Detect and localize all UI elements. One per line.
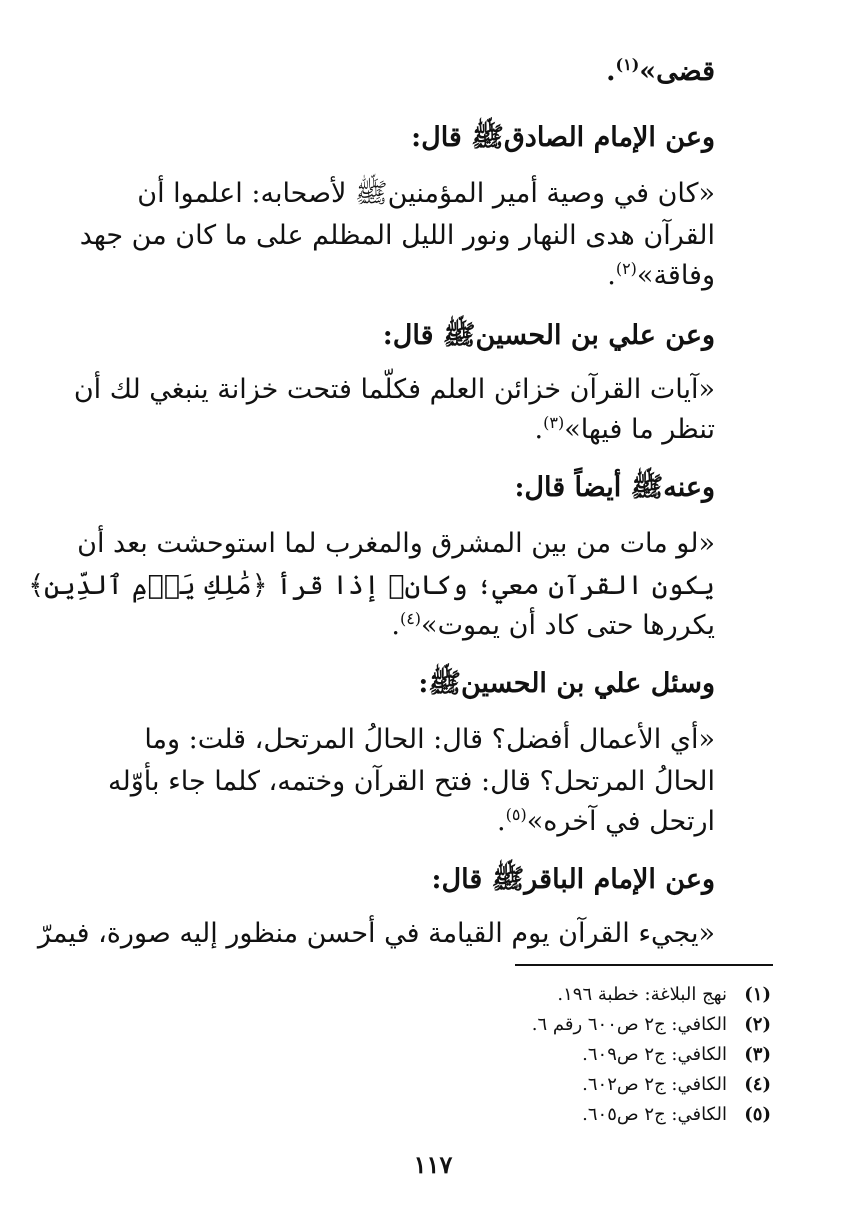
narration-heading-1: وعن الإمام الصادقﷺ قال:: [411, 122, 715, 153]
quote-1-line-3-text: وفاقة»: [636, 260, 715, 291]
quote-1-line-1: «كان في وصية أمير المؤمنينﷺ لأصحابه: اعلموا أن: [137, 178, 715, 209]
footnote-separator: [515, 964, 773, 966]
footnote-ref-5: (٥): [505, 805, 527, 824]
quote-3-line-3: [391, 606, 715, 646]
quote-1-line-3: [607, 256, 715, 296]
period: .: [391, 610, 400, 641]
quote-3-line-1: «لو مات من بين المشرق والمغرب لما استوحشت بعد أن: [77, 528, 715, 559]
narration-heading-5: وعن الإمام الباقرﷺ قال:: [431, 864, 715, 895]
page-number: ١١٧: [413, 1150, 453, 1179]
footnote-text: نهج البلاغة: خطبة ١٩٦.: [557, 984, 727, 1005]
footnote-number: (٢): [744, 1014, 771, 1035]
quote-4-line-3: [497, 802, 715, 842]
footnote-number: (٣): [744, 1044, 771, 1065]
footnote-ref-2: (٢): [615, 259, 637, 278]
footnote-text: الكافي: ج٢ ص٦٠٥.: [582, 1104, 727, 1125]
continuation-text: قضى»: [639, 56, 715, 87]
footnote-5: [582, 1102, 771, 1128]
footnote-number: (١): [744, 984, 771, 1005]
footnote-ref-3: (٣): [543, 413, 565, 432]
footnote-number: (٥): [744, 1104, 771, 1125]
period: .: [497, 806, 506, 837]
footnote-text: الكافي: ج٢ ص٦٠٠ رقم ٦.: [531, 1014, 727, 1035]
footnote-number: (٤): [744, 1074, 771, 1095]
quote-1-line-2: القرآن هدى النهار ونور الليل المظلم على ما كان من جهد: [79, 220, 715, 251]
footnote-4: [582, 1072, 771, 1098]
footnote-3: [582, 1042, 771, 1068]
quote-3-line-2: يكون القرآن معي؛ وكانﷺ إذا قرأ ﴿مَٰلِكِ يَوۡمِ ٱلدِّينِ﴾: [28, 570, 715, 601]
narration-heading-3: وعنهﷺ أيضاً قال:: [514, 472, 715, 503]
footnote-1: [557, 982, 771, 1008]
quote-2-line-2: [535, 410, 716, 450]
period: .: [607, 260, 616, 291]
quote-2-line-1: «آيات القرآن خزائن العلم فكلّما فتحت خزانة ينبغي لك أن: [73, 374, 715, 405]
quote-4-line-2: الحالُ المرتحل؟ قال: فتح القرآن وختمه، كلما جاء بأوّله: [108, 766, 715, 797]
footnote-text: الكافي: ج٢ ص٦٠٩.: [582, 1044, 727, 1065]
continuation-line: [606, 52, 715, 92]
period: .: [606, 56, 616, 87]
quote-2-line-2-text: تنظر ما فيها»: [564, 414, 715, 445]
quote-5-line-1: «يجيء القرآن يوم القيامة في أحسن منظور إليه صورة، فيمرّ: [37, 918, 715, 949]
quote-3-line-3-text: يكررها حتى كاد أن يموت»: [421, 610, 715, 641]
footnote-ref-1: (١): [615, 55, 640, 74]
quote-4-line-3-text: ارتحل في آخره»: [526, 806, 715, 837]
footnote-ref-4: (٤): [399, 609, 422, 628]
footnote-text: الكافي: ج٢ ص٦٠٢.: [582, 1074, 727, 1095]
period: .: [534, 414, 544, 445]
footnote-2: [532, 1012, 771, 1038]
narration-heading-4: وسئل علي بن الحسينﷺ:: [418, 668, 715, 699]
quote-4-line-1: «أي الأعمال أفضل؟ قال: الحالُ المرتحل، قلت: وما: [144, 724, 715, 755]
narration-heading-2: وعن علي بن الحسينﷺ قال:: [382, 320, 715, 351]
